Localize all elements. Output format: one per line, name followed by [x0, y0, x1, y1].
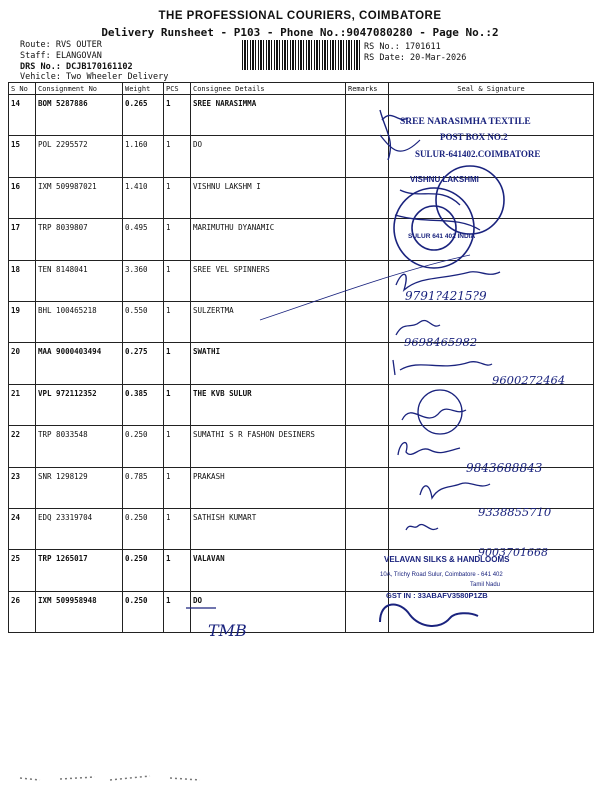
row-seal [389, 95, 594, 136]
row-consignee: PRAKASH [191, 467, 346, 508]
row-consignment-no: TRP 8033548 [36, 426, 123, 467]
phone-row23: 9338855710 [478, 505, 552, 519]
row-remarks [346, 384, 389, 425]
row-consignment-no: TEN 8148041 [36, 260, 123, 301]
table-row [9, 177, 594, 218]
row-consignee: DO [191, 136, 346, 177]
row-consignment-no: POL 2295572 [36, 136, 123, 177]
route-label: Route: RVS OUTER [20, 40, 102, 50]
row-consignment-no: MAA 9000403494 [36, 343, 123, 384]
row-remarks [346, 301, 389, 342]
row-weight: 1.160 [123, 136, 164, 177]
table-row [9, 426, 594, 467]
row-seal [389, 508, 594, 549]
row-consignee: SREE NARASIMMA [191, 95, 346, 136]
row-remarks [346, 260, 389, 301]
phone-row24: 9003701668 [478, 546, 548, 559]
row-pcs: 1 [164, 177, 191, 218]
table-row [9, 95, 594, 136]
row-seal [389, 384, 594, 425]
row-pcs: 1 [164, 508, 191, 549]
row-pcs: 1 [164, 426, 191, 467]
barcode [242, 40, 360, 70]
row-weight: 0.275 [123, 343, 164, 384]
row-sno: 14 [9, 95, 36, 136]
stamp-velavan-state: Tamil Nadu [470, 582, 501, 588]
table-row [9, 136, 594, 177]
row-remarks [346, 426, 389, 467]
stamp-sree-box: POST BOX NO.2 [440, 132, 508, 142]
row-remarks [346, 467, 389, 508]
row-pcs: 1 [164, 136, 191, 177]
row-weight: 0.250 [123, 426, 164, 467]
row-seal [389, 467, 594, 508]
row-seal [389, 591, 594, 632]
runsheet-table [8, 82, 594, 633]
table-row [9, 219, 594, 260]
row-consignee: SULZERTMA [191, 301, 346, 342]
stamp-sree-name: SREE NARASIMHA TEXTILE [400, 117, 531, 127]
phone-row18: 9791?4215?9 [405, 289, 487, 303]
row-consignee: MARIMUTHU DYANAMIC [191, 219, 346, 260]
row-weight: 0.250 [123, 550, 164, 591]
row-sno: 24 [9, 508, 36, 549]
row-sno: 26 [9, 591, 36, 632]
phone-row19: 9698465982 [404, 335, 478, 349]
row-weight: 0.250 [123, 591, 164, 632]
row-remarks [346, 508, 389, 549]
row-sno: 17 [9, 219, 36, 260]
row-sno: 22 [9, 426, 36, 467]
bottom-scan-noise [0, 768, 600, 798]
row-consignee: SUMATHI S R FASHON DESINERS [191, 426, 346, 467]
col-header-weight: Weight [123, 83, 164, 95]
table-row [9, 591, 594, 632]
row-weight: 0.385 [123, 384, 164, 425]
table-row [9, 508, 594, 549]
row-sno: 25 [9, 550, 36, 591]
row-consignee: VISHNU LAKSHM I [191, 177, 346, 218]
row-pcs: 1 [164, 591, 191, 632]
row-consignment-no: EDQ 23319704 [36, 508, 123, 549]
row-consignment-no: IXM 509958948 [36, 591, 123, 632]
row-consignment-no: SNR 1298129 [36, 467, 123, 508]
row-pcs: 1 [164, 95, 191, 136]
stamp-vishnu-city: SULUR 641 402 INDIA [408, 233, 476, 240]
row-pcs: 1 [164, 550, 191, 591]
row-sno: 15 [9, 136, 36, 177]
row-consignment-no: BHL 100465218 [36, 301, 123, 342]
row-weight: 3.360 [123, 260, 164, 301]
stamp-sree-city: SULUR-641402.COIMBATORE [415, 149, 541, 159]
col-header-seal: Seal & Signature [389, 83, 594, 95]
row-seal [389, 177, 594, 218]
phone-row22: 9843688843 [466, 461, 543, 475]
row-pcs: 1 [164, 467, 191, 508]
row-consignee: SWATHI [191, 343, 346, 384]
row-seal [389, 426, 594, 467]
table-row [9, 260, 594, 301]
row-weight: 0.550 [123, 301, 164, 342]
drs-number: DRS No.: DCJB170161102 [20, 62, 133, 72]
row-remarks [346, 177, 389, 218]
table-row [9, 467, 594, 508]
row-seal [389, 260, 594, 301]
row-pcs: 1 [164, 219, 191, 260]
table-row [9, 301, 594, 342]
runsheet-subtitle: Delivery Runsheet - P103 - Phone No.:9047080280 - Page No.:2 [101, 26, 499, 39]
phone-row20: 9600272464 [492, 373, 566, 387]
row-sno: 21 [9, 384, 36, 425]
row-remarks [346, 95, 389, 136]
row-pcs: 1 [164, 260, 191, 301]
stamp-velavan-addr: 10A, Trichy Road Sulur, Coimbatore - 641 402 [380, 572, 503, 578]
handwritten-row26: TMB [208, 621, 247, 640]
col-header-consignee: Consignee Details [191, 83, 346, 95]
company-title: THE PROFESSIONAL COURIERS, COIMBATORE [158, 10, 442, 22]
table-row [9, 384, 594, 425]
row-consignee: SREE VEL SPINNERS [191, 260, 346, 301]
row-seal [389, 550, 594, 591]
row-weight: 0.265 [123, 95, 164, 136]
row-remarks [346, 550, 389, 591]
col-header-consignment: Consignment No [36, 83, 123, 95]
rs-number: RS No.: 1701611 [364, 42, 441, 52]
col-header-remarks: Remarks [346, 83, 389, 95]
row-remarks [346, 219, 389, 260]
row-weight: 0.495 [123, 219, 164, 260]
row-seal [389, 136, 594, 177]
table-row [9, 343, 594, 384]
stamp-velavan-name: VELAVAN SILKS & HANDLOOMS [384, 555, 510, 564]
stamp-vishnu-name: VISHNU LAKSHMI [410, 175, 479, 184]
row-sno: 20 [9, 343, 36, 384]
stamp-velavan-gst: GST IN : 33ABAFV3580P1ZB [386, 591, 488, 600]
row-seal [389, 301, 594, 342]
row-consignment-no: VPL 972112352 [36, 384, 123, 425]
col-header-pcs: PCS [164, 83, 191, 95]
row-consignment-no: BOM 5287886 [36, 95, 123, 136]
row-weight: 0.785 [123, 467, 164, 508]
row-pcs: 1 [164, 343, 191, 384]
row-sno: 18 [9, 260, 36, 301]
table-header-row [9, 83, 594, 95]
row-consignment-no: TRP 1265017 [36, 550, 123, 591]
row-consignee: THE KVB SULUR [191, 384, 346, 425]
row-consignee: DO [191, 591, 346, 632]
staff-label: Staff: ELANGOVAN [20, 51, 102, 61]
row-consignee: SATHISH KUMART [191, 508, 346, 549]
table-row [9, 550, 594, 591]
vehicle-label: Vehicle: Two Wheeler Delivery [20, 72, 169, 82]
rs-date: RS Date: 20-Mar-2026 [364, 53, 467, 63]
row-consignment-no: TRP 8039807 [36, 219, 123, 260]
row-remarks [346, 343, 389, 384]
row-remarks [346, 136, 389, 177]
row-weight: 1.410 [123, 177, 164, 218]
row-seal [389, 343, 594, 384]
row-weight: 0.250 [123, 508, 164, 549]
col-header-sno: S No [9, 83, 36, 95]
row-consignment-no: IXM 509987021 [36, 177, 123, 218]
row-seal [389, 219, 594, 260]
row-pcs: 1 [164, 384, 191, 425]
row-sno: 23 [9, 467, 36, 508]
row-consignee: VALAVAN [191, 550, 346, 591]
row-sno: 19 [9, 301, 36, 342]
row-sno: 16 [9, 177, 36, 218]
row-pcs: 1 [164, 301, 191, 342]
row-remarks [346, 591, 389, 632]
